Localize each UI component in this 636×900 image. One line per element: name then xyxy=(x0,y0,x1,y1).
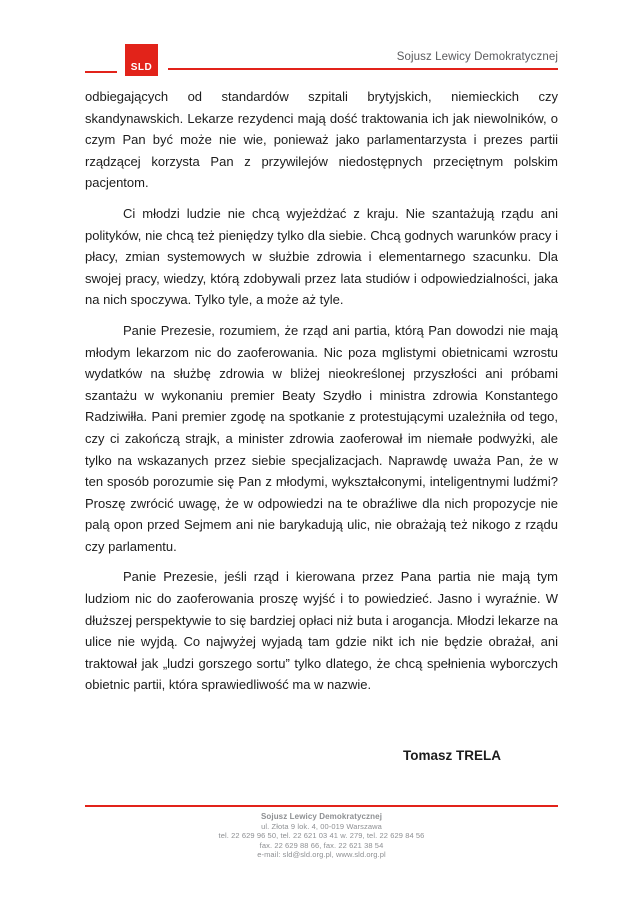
letterhead-right xyxy=(168,44,558,70)
letter-body xyxy=(85,86,558,763)
sld-logo xyxy=(125,44,158,76)
footer-org-name: Sojusz Lewicy Demokratycznej xyxy=(260,812,383,821)
signature: Tomasz TRELA xyxy=(403,748,502,764)
footer-phones: tel. 22 629 96 50, tel. 22 621 03 41 w. 279, tel. 22 629 84 56 xyxy=(218,831,425,841)
sld-logo-text: SLD xyxy=(130,62,153,73)
footer-fax: fax. 22 629 88 66, fax. 22 621 38 54 xyxy=(259,840,384,850)
letterhead-org-name: Sojusz Lewicy Demokratycznej xyxy=(396,51,558,63)
letter-paragraph-2: Ci młodzi ludzie nie chcą wyjeżdżać z kraju. Nie szantażują rządu ani polityków, nie chcą też pieniędzy tylko dla siebie. Chcą godnych warunków pracy i płacy, zmian systemowych w służbie zdrowia i elementarnego szacunku. Dla swojej pracy, wiedzy, którą zdobywali przez lata studiów i odpowiedzialności, jaka na nich spoczywa. Tylko tyle, a może aż tyle. xyxy=(85,205,558,308)
letterhead-rule-right xyxy=(168,68,558,70)
footer-rule xyxy=(85,805,558,807)
letterhead xyxy=(85,44,558,78)
footer-contact: e-mail: sld@sld.org.pl, www.sld.org.pl xyxy=(257,850,386,860)
footer-lines xyxy=(85,812,558,860)
footer-address: ul. Złota 9 lok. 4, 00-019 Warszawa xyxy=(261,821,382,831)
letter-footer xyxy=(85,805,558,860)
letterhead-rule-left xyxy=(85,71,117,73)
letter-paragraph-3: Panie Prezesie, rozumiem, że rząd ani partia, którą Pan dowodzi nie mają młodym lekarzom nic do zaoferowania. Nic poza mglistymi obietnicami wzrostu wydatków na służbę zdrowia w bliżej nieokreślonej przyszłości ani próbami szantażu w wykonaniu premier Beaty Szydło i ministra zdrowia Konstantego Radziwiłła. Pani premier zgodę na spotkanie z protestującymi uzależniła od tego, czy ci zakończą strajk, a minister zdrowia zaoferował im niemałe podwyżki, ale tylko na wskazanych przez siebie specjalizacjach. Naprawdę uważa Pan, że w ten sposób porozumie się Pan z młodymi, wykształconymi, inteligentnymi ludźmi? Proszę zwrócić uwagę, że w odpowiedzi na te obraźliwe dla nich propozycje nie palą opon przed Sejmem ani nie barykadują ulic, nie obrażają też nikogo z rządu czy parlamentu. xyxy=(85,322,558,554)
letter-paragraph-1: odbiegających od standardów szpitali brytyjskich, niemieckich czy skandynawskich. Lekarze rezydenci mają dość traktowania ich jak niewolników, o czym Pan być może nie wie, ponieważ jako parlamentarzysta i prezes partii rządzącej korzysta Pan z przywilejów niedostępnych przeciętnym polskim pacjentom. xyxy=(85,89,558,191)
letter-paragraph-4: Panie Prezesie, jeśli rząd i kierowana przez Pana partia nie mają tym ludziom nic do zaoferowania proszę wyjść i to powiedzieć. Jasno i wyraźnie. W dłuższej perspektywie to się bardziej opłaci niż buta i arogancja. Młodzi lekarze na ulice nie wyjdą. Co najwyżej wyjadą tam gdzie nikt ich nie będzie obrażał, ani traktował jak „ludzi gorszego sortu” tylko dlatego, że chcą spełnienia wyborczych obietnic partii, która sprawiedliwość ma w nazwie. xyxy=(85,569,558,693)
